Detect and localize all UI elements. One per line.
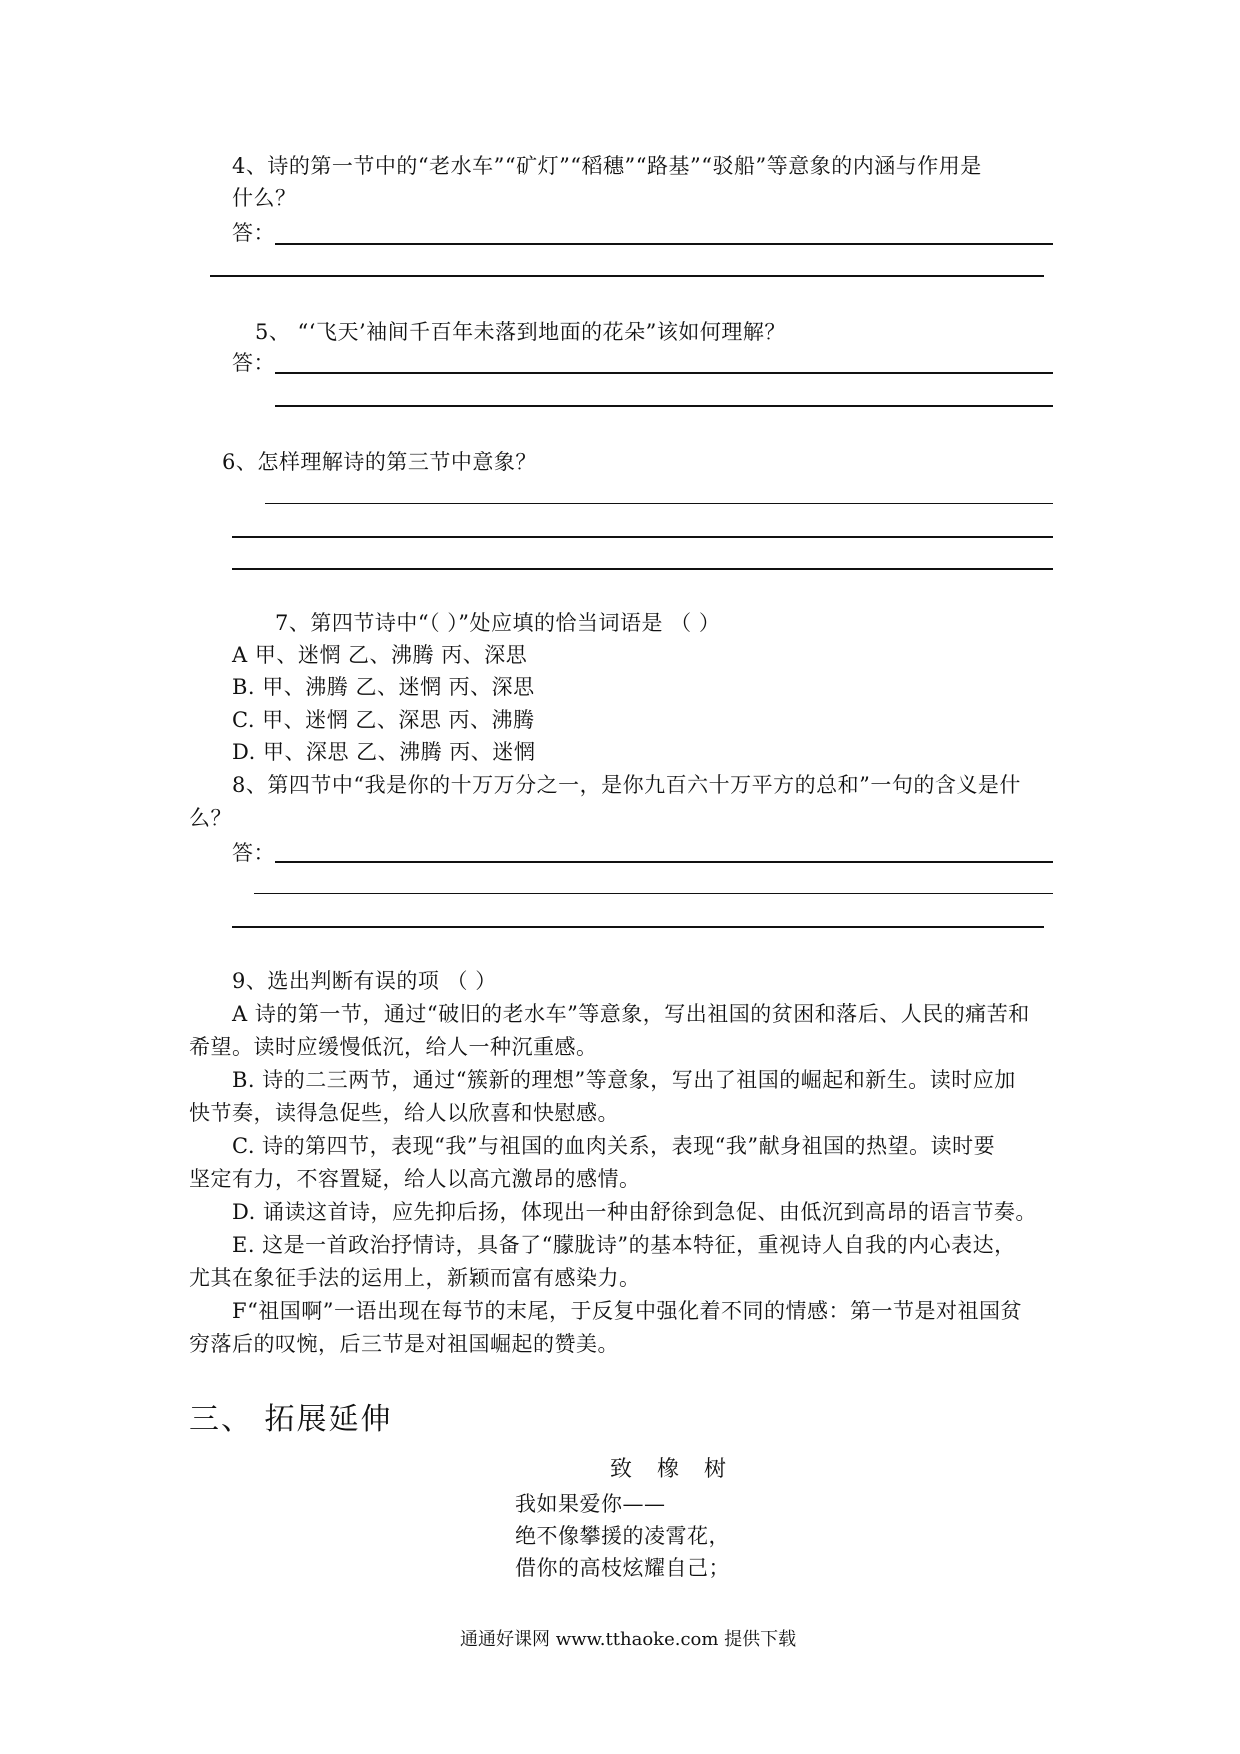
q8-answer-line-2[interactable] [254, 893, 1053, 894]
q6-answer-line-1[interactable] [265, 503, 1053, 504]
q7-option-b: B. 甲、沸腾 乙、迷惘 丙、深思 [232, 675, 535, 699]
q6-question: 6、怎样理解诗的第三节中意象？ [222, 450, 537, 474]
q9-item-b-line2: 快节奏，读得急促些，给人以欣喜和快慰感。 [189, 1101, 619, 1125]
q5-answer-line-2[interactable] [275, 405, 1053, 407]
q4-answer-line-2[interactable] [210, 275, 1044, 277]
q9-item-c-line2: 坚定有力，不容置疑，给人以高亢激昂的感情。 [189, 1167, 641, 1191]
q9-item-a-line2: 希望。读时应缓慢低沉，给人一种沉重感。 [189, 1035, 598, 1059]
q8-answer-label: 答： [232, 841, 275, 865]
q7-option-c: C. 甲、迷惘 乙、深思 丙、沸腾 [232, 708, 535, 732]
q4-answer-line-1[interactable] [275, 243, 1053, 245]
q9-item-a-line1: A 诗的第一节，通过“破旧的老水车”等意象，写出祖国的贫困和落后、人民的痛苦和 [232, 1002, 1030, 1026]
q5-question: 5、 “‘飞天’袖间千百年未落到地面的花朵”该如何理解？ [255, 320, 786, 344]
q9-item-e-line1: E. 这是一首政治抒情诗，具备了“朦胧诗”的基本特征，重视诗人自我的内心表达， [232, 1233, 1016, 1257]
q4-answer-label: 答： [232, 221, 275, 245]
poem-line-2: 绝不像攀援的凌霄花， [515, 1524, 730, 1548]
q8-line2: 么？ [189, 806, 232, 830]
q4-line2: 什么？ [232, 186, 297, 210]
q8-line1: 8、第四节中“我是你的十万万分之一，是你九百六十万平方的总和”一句的含义是什 [232, 773, 1021, 797]
q6-answer-line-2[interactable] [232, 536, 1053, 538]
q8-answer-line-1[interactable] [275, 861, 1053, 863]
q9-item-d: D. 诵读这首诗，应先抑后扬，体现出一种由舒徐到急促、由低沉到高昂的语言节奏。 [232, 1200, 1037, 1224]
footer-credit: 通通好课网 www.tthaoke.com 提供下载 [460, 1629, 797, 1650]
q9-item-e-line2: 尤其在象征手法的运用上，新颖而富有感染力。 [189, 1266, 641, 1290]
q4-line1: 4、诗的第一节中的“老水车”“矿灯”“稻穗”“路基”“驳船”等意象的内涵与作用是 [232, 154, 982, 178]
q8-answer-line-3[interactable] [232, 926, 1044, 928]
q9-item-f-line2: 穷落后的叹惋，后三节是对祖国崛起的赞美。 [189, 1332, 619, 1356]
q5-answer-label: 答： [232, 351, 275, 375]
q7-question: 7、第四节诗中“（ ）”处应填的恰当词语是 （ ） [275, 611, 721, 635]
poem-line-1: 我如果爱你—— [515, 1492, 666, 1516]
q7-option-a: A 甲、迷惘 乙、沸腾 丙、深思 [232, 643, 528, 667]
q9-question: 9、选出判断有误的项 （ ） [232, 969, 497, 993]
q7-option-d: D. 甲、深思 乙、沸腾 丙、迷惘 [232, 740, 536, 764]
q9-item-f-line1: F“祖国啊”一语出现在每节的末尾，于反复中强化着不同的情感：第一节是对祖国贫 [232, 1299, 1023, 1323]
section-heading: 三、 拓展延伸 [189, 1402, 393, 1437]
poem-line-3: 借你的高枝炫耀自己； [515, 1556, 730, 1580]
poem-title: 致 橡 树 [610, 1457, 726, 1482]
q9-item-c-line1: C. 诗的第四节，表现“我”与祖国的血肉关系，表现“我”献身祖国的热望。读时要 [232, 1134, 996, 1158]
q6-answer-line-3[interactable] [232, 568, 1053, 570]
q9-item-b-line1: B. 诗的二三两节，通过“簇新的理想”等意象，写出了祖国的崛起和新生。读时应加 [232, 1068, 1016, 1092]
q5-answer-line-1[interactable] [275, 372, 1053, 374]
